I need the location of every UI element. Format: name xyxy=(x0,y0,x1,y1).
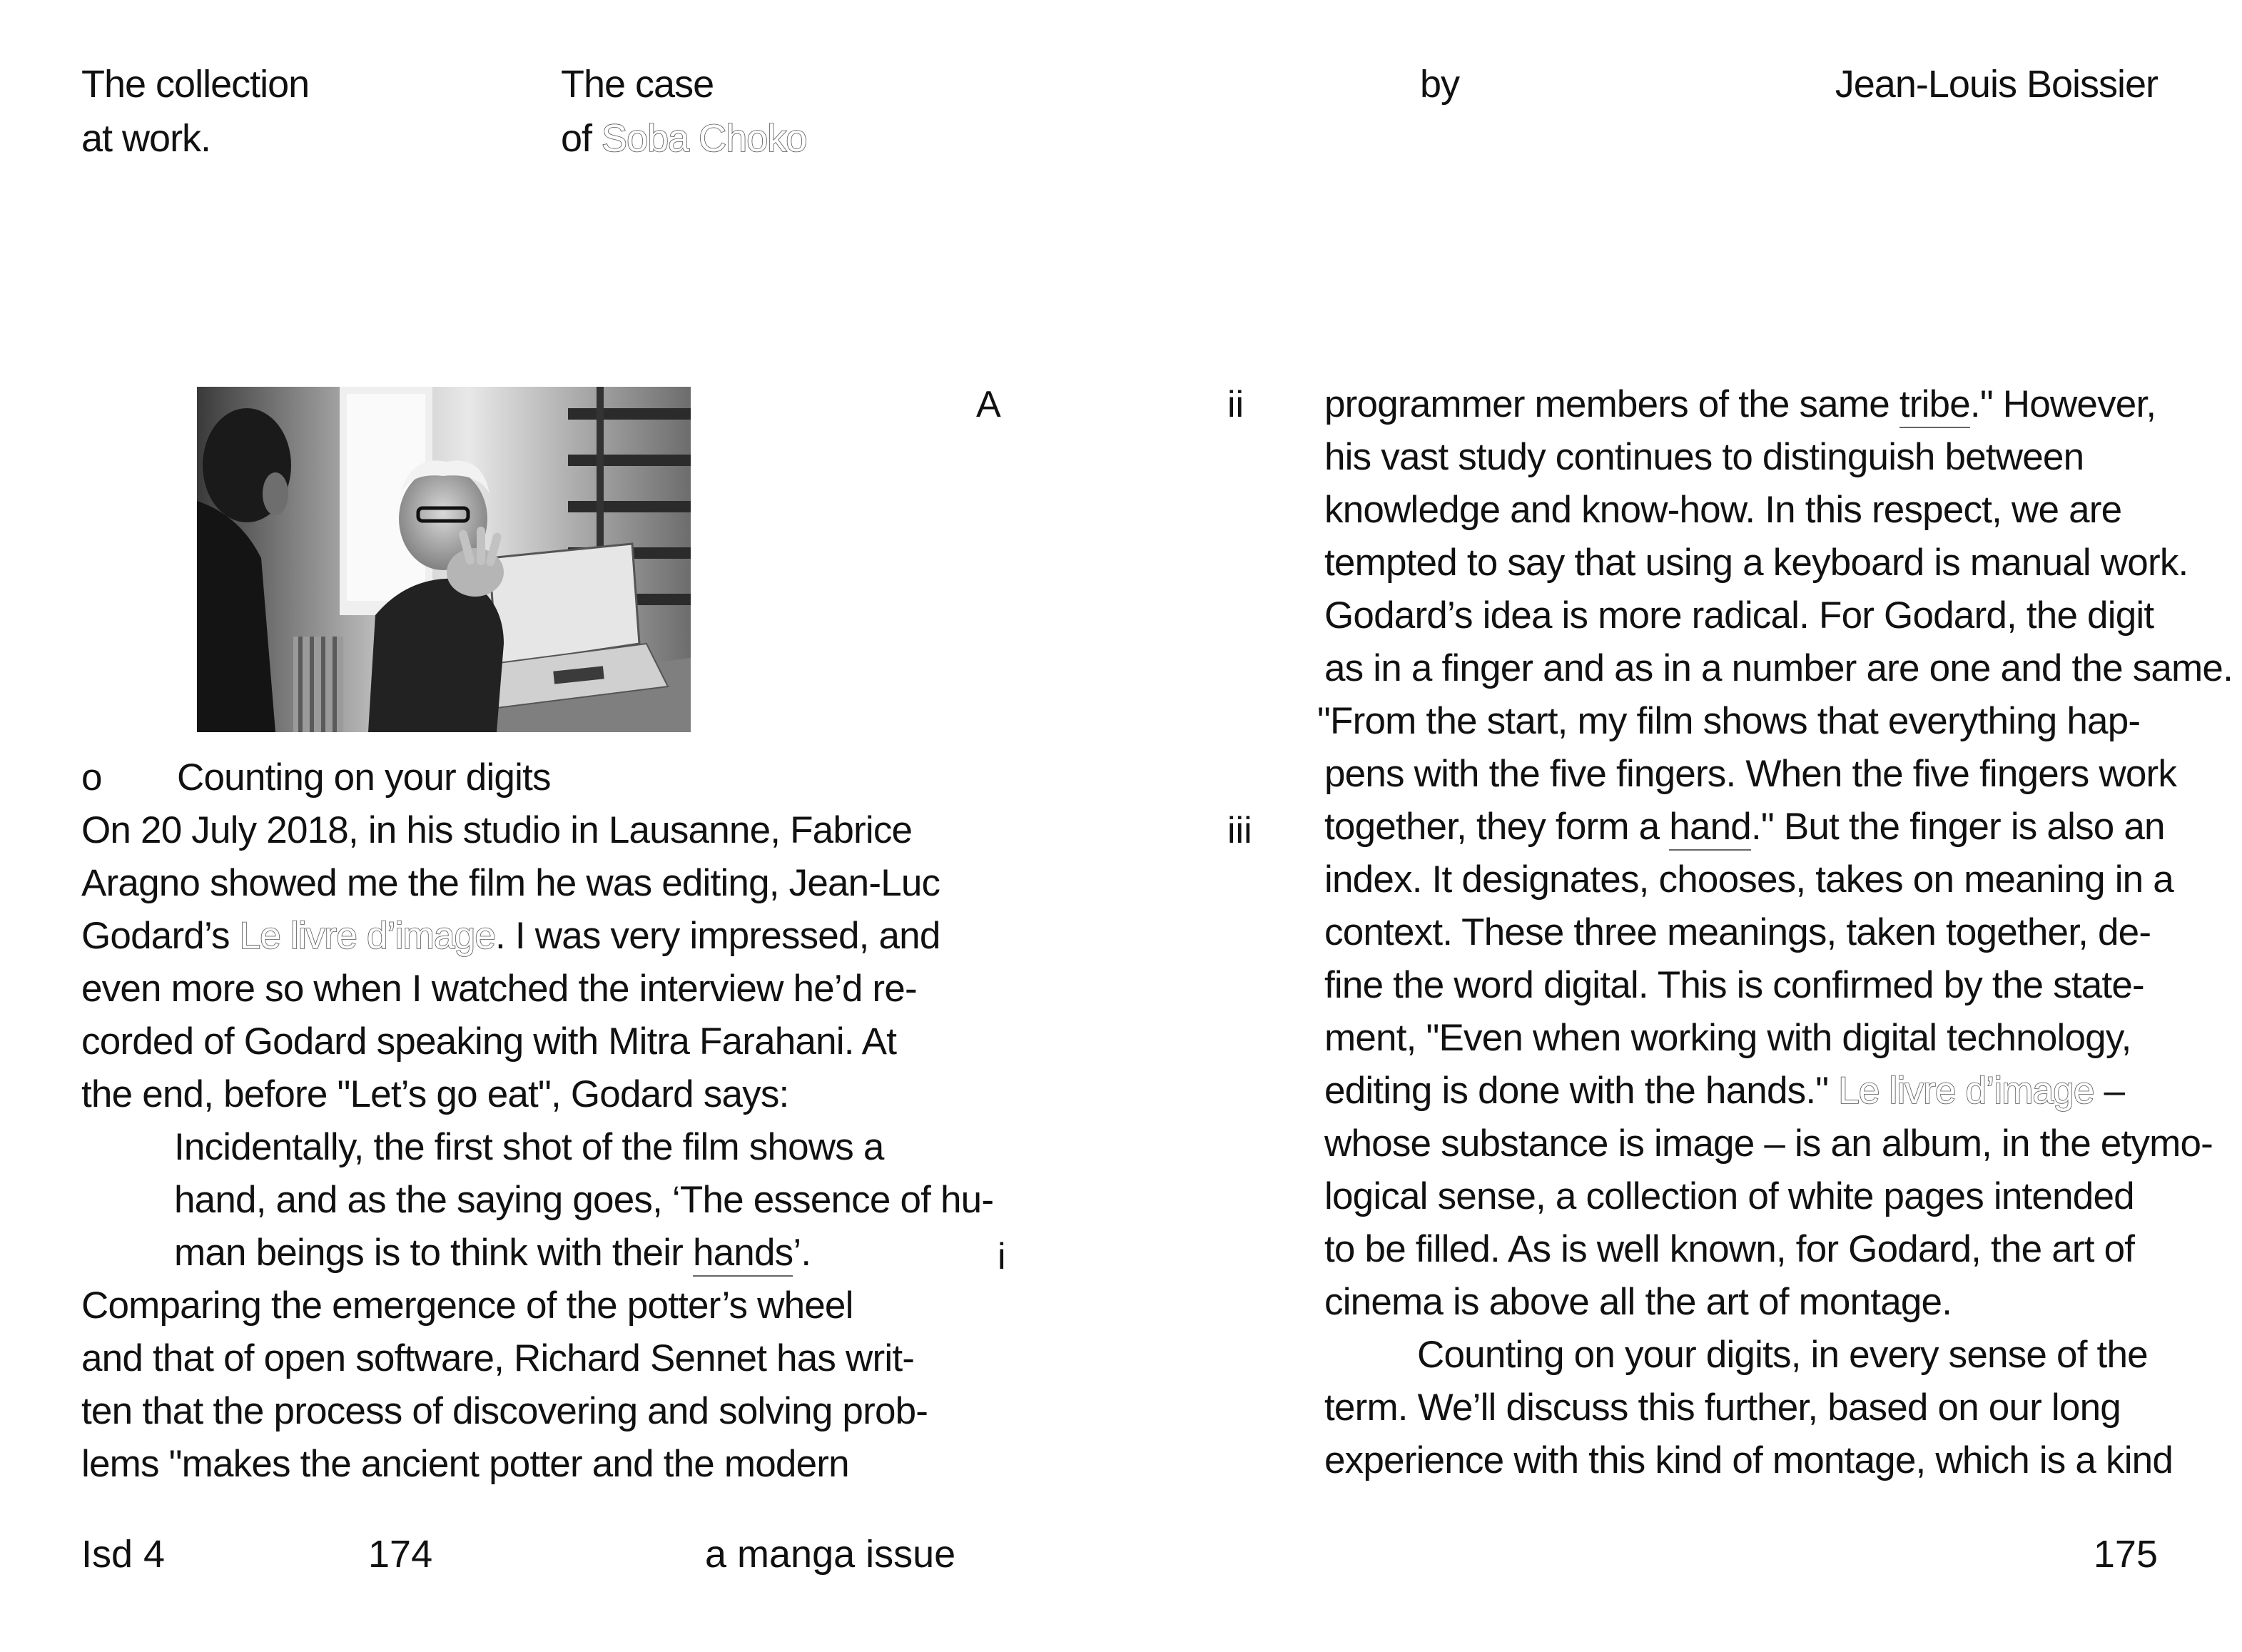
caption-marker: o xyxy=(81,756,102,799)
right-line7: "From the start, my film shows that everything hap- xyxy=(1317,700,2141,742)
header-case-name: Soba Choko xyxy=(602,117,807,160)
keyword-tribe: tribe xyxy=(1899,383,1970,428)
right-line17: to be filled. As is well known, for Godard, the art of xyxy=(1324,1228,2135,1270)
right-line9-prefix: together, they form a xyxy=(1324,806,1670,848)
left-column-text xyxy=(81,804,994,1491)
right-line1 xyxy=(1324,378,2166,431)
right-line16: logical sense, a collection of white pages intended xyxy=(1324,1175,2134,1217)
header-collection-line2: at work. xyxy=(81,117,211,160)
right-line5: Godard’s idea is more radical. For Godard, the digit xyxy=(1324,594,2154,637)
header-collection-title xyxy=(81,57,309,166)
margin-marker-i: i xyxy=(998,1236,1006,1277)
header-collection-line1: The collection xyxy=(81,63,310,106)
right-line4: tempted to say that using a keyboard is manual work. xyxy=(1324,542,2188,584)
caption xyxy=(81,751,551,804)
header-case-line2 xyxy=(561,111,806,166)
margin-marker-ii: ii xyxy=(1227,384,1244,425)
left-para2-line4: lems "makes the ancient potter and the modern xyxy=(81,1443,849,1485)
left-line3-suffix: . I was very impressed, and xyxy=(495,915,940,957)
right-line6: as in a finger and as in a number are one and the same. xyxy=(1324,647,2233,689)
right-line18: cinema is above all the art of montage. xyxy=(1324,1281,1952,1323)
film-title-le-livre-d-image: Le livre d’image xyxy=(239,915,496,957)
film-title-le-livre-d-image-2: Le livre d’image xyxy=(1838,1070,2094,1112)
left-line3-prefix: Godard’s xyxy=(81,915,240,957)
right-line3: knowledge and know-how. In this respect, we are xyxy=(1324,489,2122,531)
right-line2: his vast study continues to distinguish between xyxy=(1324,436,2084,478)
keyword-hands: hands xyxy=(693,1232,793,1277)
left-para1-line2: Aragno showed me the film he was editing, Jean-Luc xyxy=(81,862,940,904)
left-para2-line2: and that of open software, Richard Sennet has writ- xyxy=(81,1337,915,1379)
footer-journal: Isd 4 xyxy=(81,1533,166,1576)
right-line14-suffix: – xyxy=(2094,1070,2125,1112)
left-para1-line5: corded of Godard speaking with Mitra Farahani. At xyxy=(81,1020,897,1063)
right-line20: term. We’ll discuss this further, based on our long xyxy=(1324,1387,2121,1429)
quote-line1: Incidentally, the first shot of the film shows a xyxy=(174,1126,884,1168)
header-case-title xyxy=(561,57,806,166)
right-line14-prefix: editing is done with the hands." xyxy=(1324,1070,1839,1112)
right-line14 xyxy=(1324,1065,2166,1118)
header-by: by xyxy=(1420,63,1460,106)
right-line12: fine the word digital. This is confirmed by the state- xyxy=(1324,964,2144,1006)
quote-line3-suffix: ’. xyxy=(793,1232,811,1274)
footer-page-right: 175 xyxy=(2093,1533,2158,1576)
right-line1-suffix: ." However, xyxy=(1969,383,2156,425)
right-line1-prefix: programmer members of the same xyxy=(1324,383,1899,425)
right-line9 xyxy=(1324,801,2166,853)
margin-marker-A: A xyxy=(976,384,1001,425)
footer-issue: a manga issue xyxy=(705,1533,956,1576)
caption-text: Counting on your digits xyxy=(177,756,551,799)
left-para1-line6: the end, before "Let’s go eat", Godard says: xyxy=(81,1073,789,1115)
right-line19: Counting on your digits, in every sense of the xyxy=(1417,1334,2148,1376)
left-para1-line3 xyxy=(81,910,940,963)
keyword-hand: hand xyxy=(1669,806,1751,851)
footer-page-left: 174 xyxy=(368,1533,433,1576)
photo-godard-studio xyxy=(197,387,691,732)
margin-marker-iii: iii xyxy=(1227,810,1252,851)
left-para1-line1: On 20 July 2018, in his studio in Lausanne, Fabrice xyxy=(81,809,913,851)
left-para1-line4: even more so when I watched the interview he’d re- xyxy=(81,968,917,1010)
quote-line3-prefix: man beings is to think with their xyxy=(174,1232,693,1274)
quote-line3 xyxy=(81,1227,923,1279)
left-para2-line1: Comparing the emergence of the potter’s wheel xyxy=(81,1284,853,1327)
photo-image xyxy=(197,387,691,732)
header-case-line1: The case xyxy=(561,63,714,106)
right-line15: whose substance is image – is an album, in the etymo- xyxy=(1324,1123,2213,1165)
right-line8: pens with the five fingers. When the five fingers work xyxy=(1324,753,2177,795)
right-line9-suffix: ." But the finger is also an xyxy=(1750,806,2165,848)
quote-line2: hand, and as the saying goes, ‘The essence of hu- xyxy=(174,1179,994,1221)
header-case-prefix: of xyxy=(561,117,602,160)
right-line13: ment, "Even when working with digital technology, xyxy=(1324,1017,2131,1059)
right-line10: index. It designates, chooses, takes on meaning in a xyxy=(1324,858,2173,901)
left-para2-line3: ten that the process of discovering and solving prob- xyxy=(81,1390,928,1432)
right-column-text xyxy=(1317,378,2233,1487)
right-line11: context. These three meanings, taken together, de- xyxy=(1324,911,2151,953)
right-line21: experience with this kind of montage, which is a kind xyxy=(1324,1439,2173,1481)
header-author: Jean-Louis Boissier xyxy=(1835,63,2158,106)
